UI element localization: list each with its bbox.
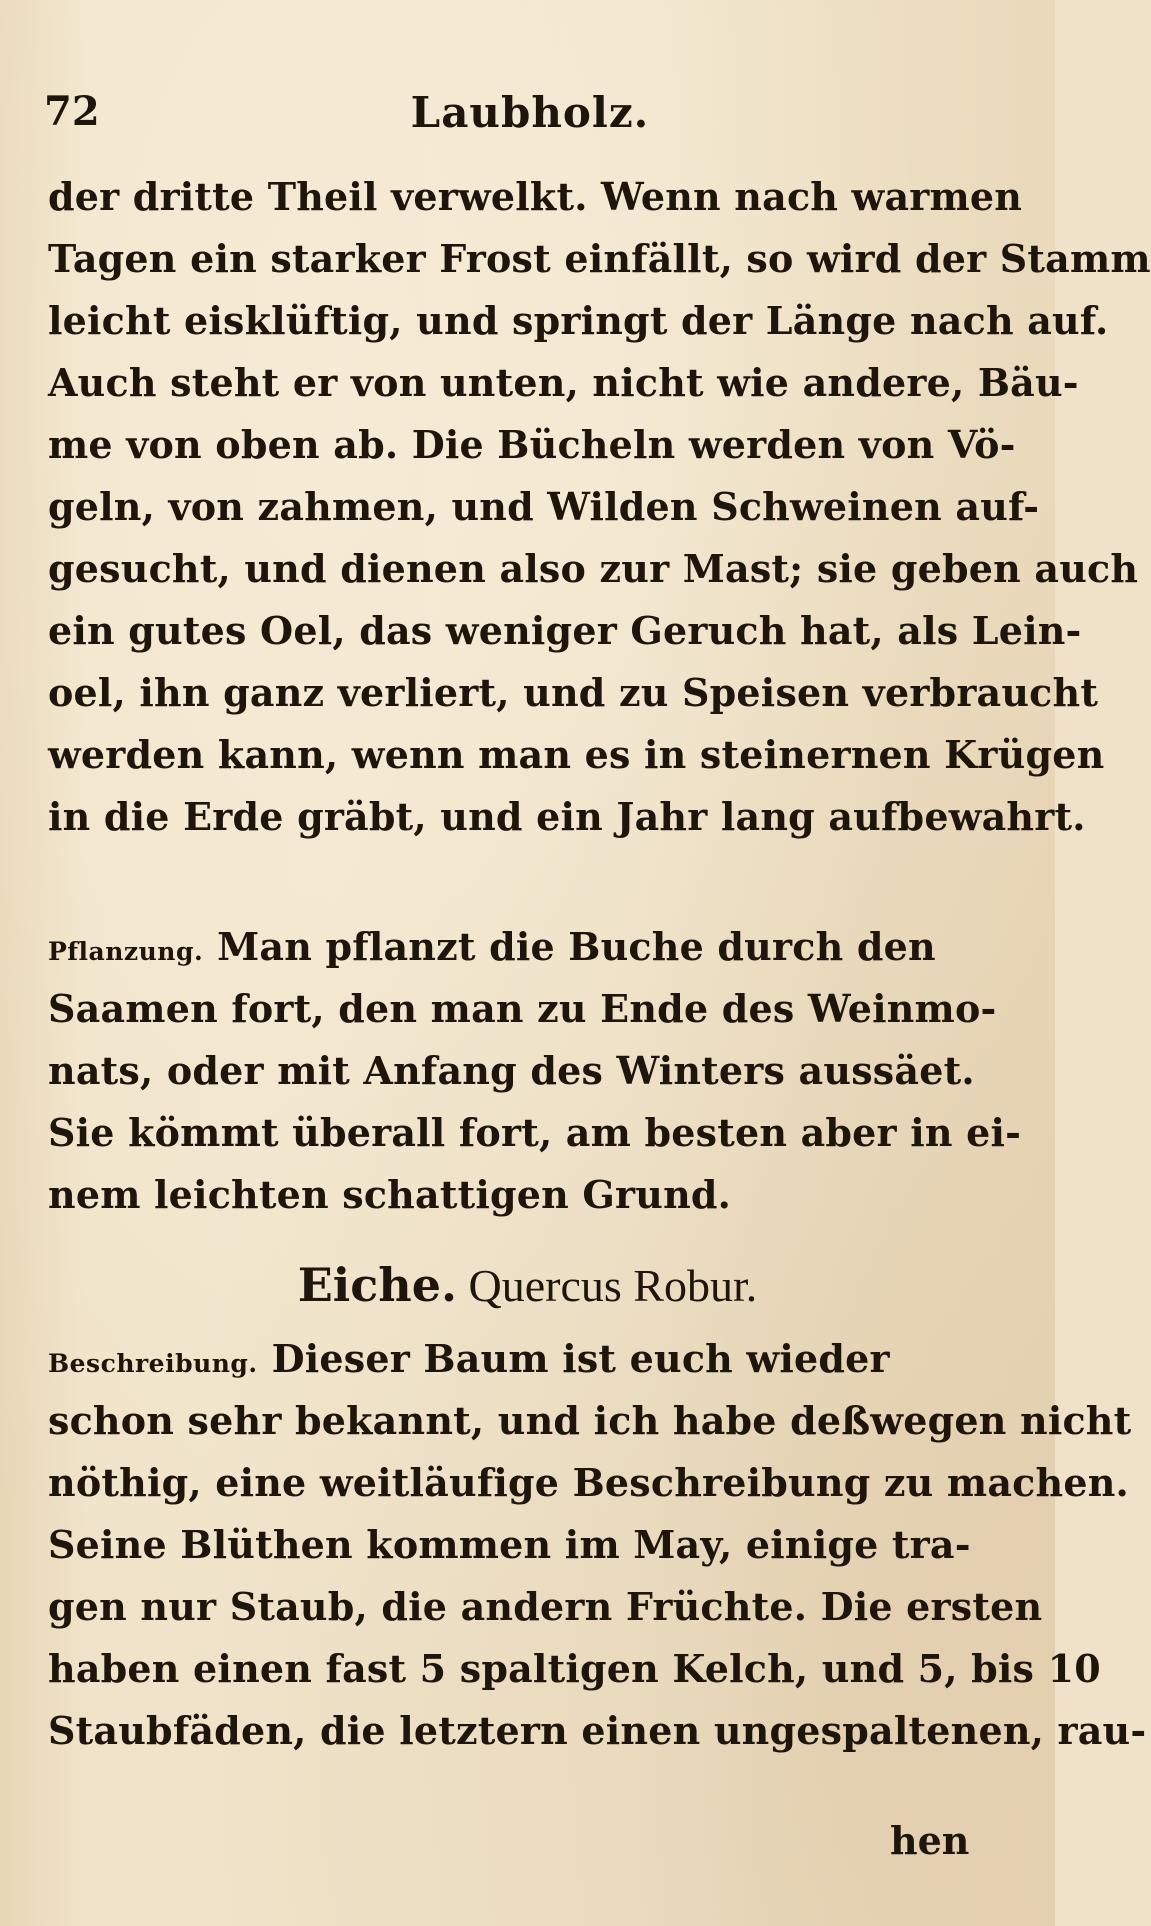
text-line: me von oben ab. Die Bücheln werden von Vö- [48, 422, 1016, 467]
marginal-note-pflanzung: Pflanzung. [48, 937, 204, 966]
text-line: gesucht, und dienen also zur Mast; sie geben auch [48, 546, 1139, 591]
text-line: geln, von zahmen, und Wilden Schweinen auf- [48, 484, 1040, 529]
text-line: nats, oder mit Anfang des Winters aussäet. [48, 1048, 975, 1093]
heading-german: Eiche. [297, 1258, 458, 1312]
text-line: nöthig, eine weitläufige Beschreibung zu machen. [48, 1460, 1129, 1505]
heading-latin: Quercus Robur. [468, 1260, 758, 1311]
text-line-content: Dieser Baum ist euch wieder [271, 1336, 890, 1381]
section-heading [0, 1250, 1055, 1320]
text-line: Sie kömmt überall fort, am besten aber in ei- [48, 1110, 1022, 1155]
text-line: oel, ihn ganz verliert, und zu Speisen verbraucht [48, 670, 1099, 715]
text-line: leicht eisklüftig, und springt der Länge nach auf. [48, 298, 1109, 343]
text-line: Auch steht er von unten, nicht wie andere, Bäu- [48, 360, 1079, 405]
text-line-content: Man pflanzt die Buche durch den [217, 924, 936, 969]
page-number: 72 [44, 88, 100, 135]
text-line [48, 1330, 1008, 1388]
text-line: Tagen ein starker Frost einfällt, so wird der Stamm [48, 236, 1151, 281]
running-head [40, 88, 1020, 148]
text-line: Seine Blüthen kommen im May, einige tra- [48, 1522, 971, 1567]
text-line: Saamen fort, den man zu Ende des Weinmo- [48, 986, 997, 1031]
running-title: Laubholz. [410, 88, 650, 137]
text-line: in die Erde gräbt, und ein Jahr lang aufbewahrt. [48, 794, 1086, 839]
text-line: ein gutes Oel, das weniger Geruch hat, als Lein- [48, 608, 1082, 653]
text-line: gen nur Staub, die andern Früchte. Die ersten [48, 1584, 1043, 1629]
text-line: der dritte Theil verwelkt. Wenn nach warmen [48, 174, 1023, 219]
text-line [48, 918, 1008, 976]
text-line: werden kann, wenn man es in steinernen Krügen [48, 732, 1105, 777]
catchword: hen [890, 1818, 970, 1863]
text-line: Staubfäden, die letztern einen ungespaltenen, rau- [48, 1708, 1147, 1753]
text-line: nem leichten schattigen Grund. [48, 1172, 732, 1217]
text-line: haben einen fast 5 spaltigen Kelch, und 5, bis 10 [48, 1646, 1101, 1691]
marginal-note-beschreibung: Beschreibung. [48, 1349, 258, 1378]
text-line: schon sehr bekannt, und ich habe deßwegen nicht [48, 1398, 1132, 1443]
